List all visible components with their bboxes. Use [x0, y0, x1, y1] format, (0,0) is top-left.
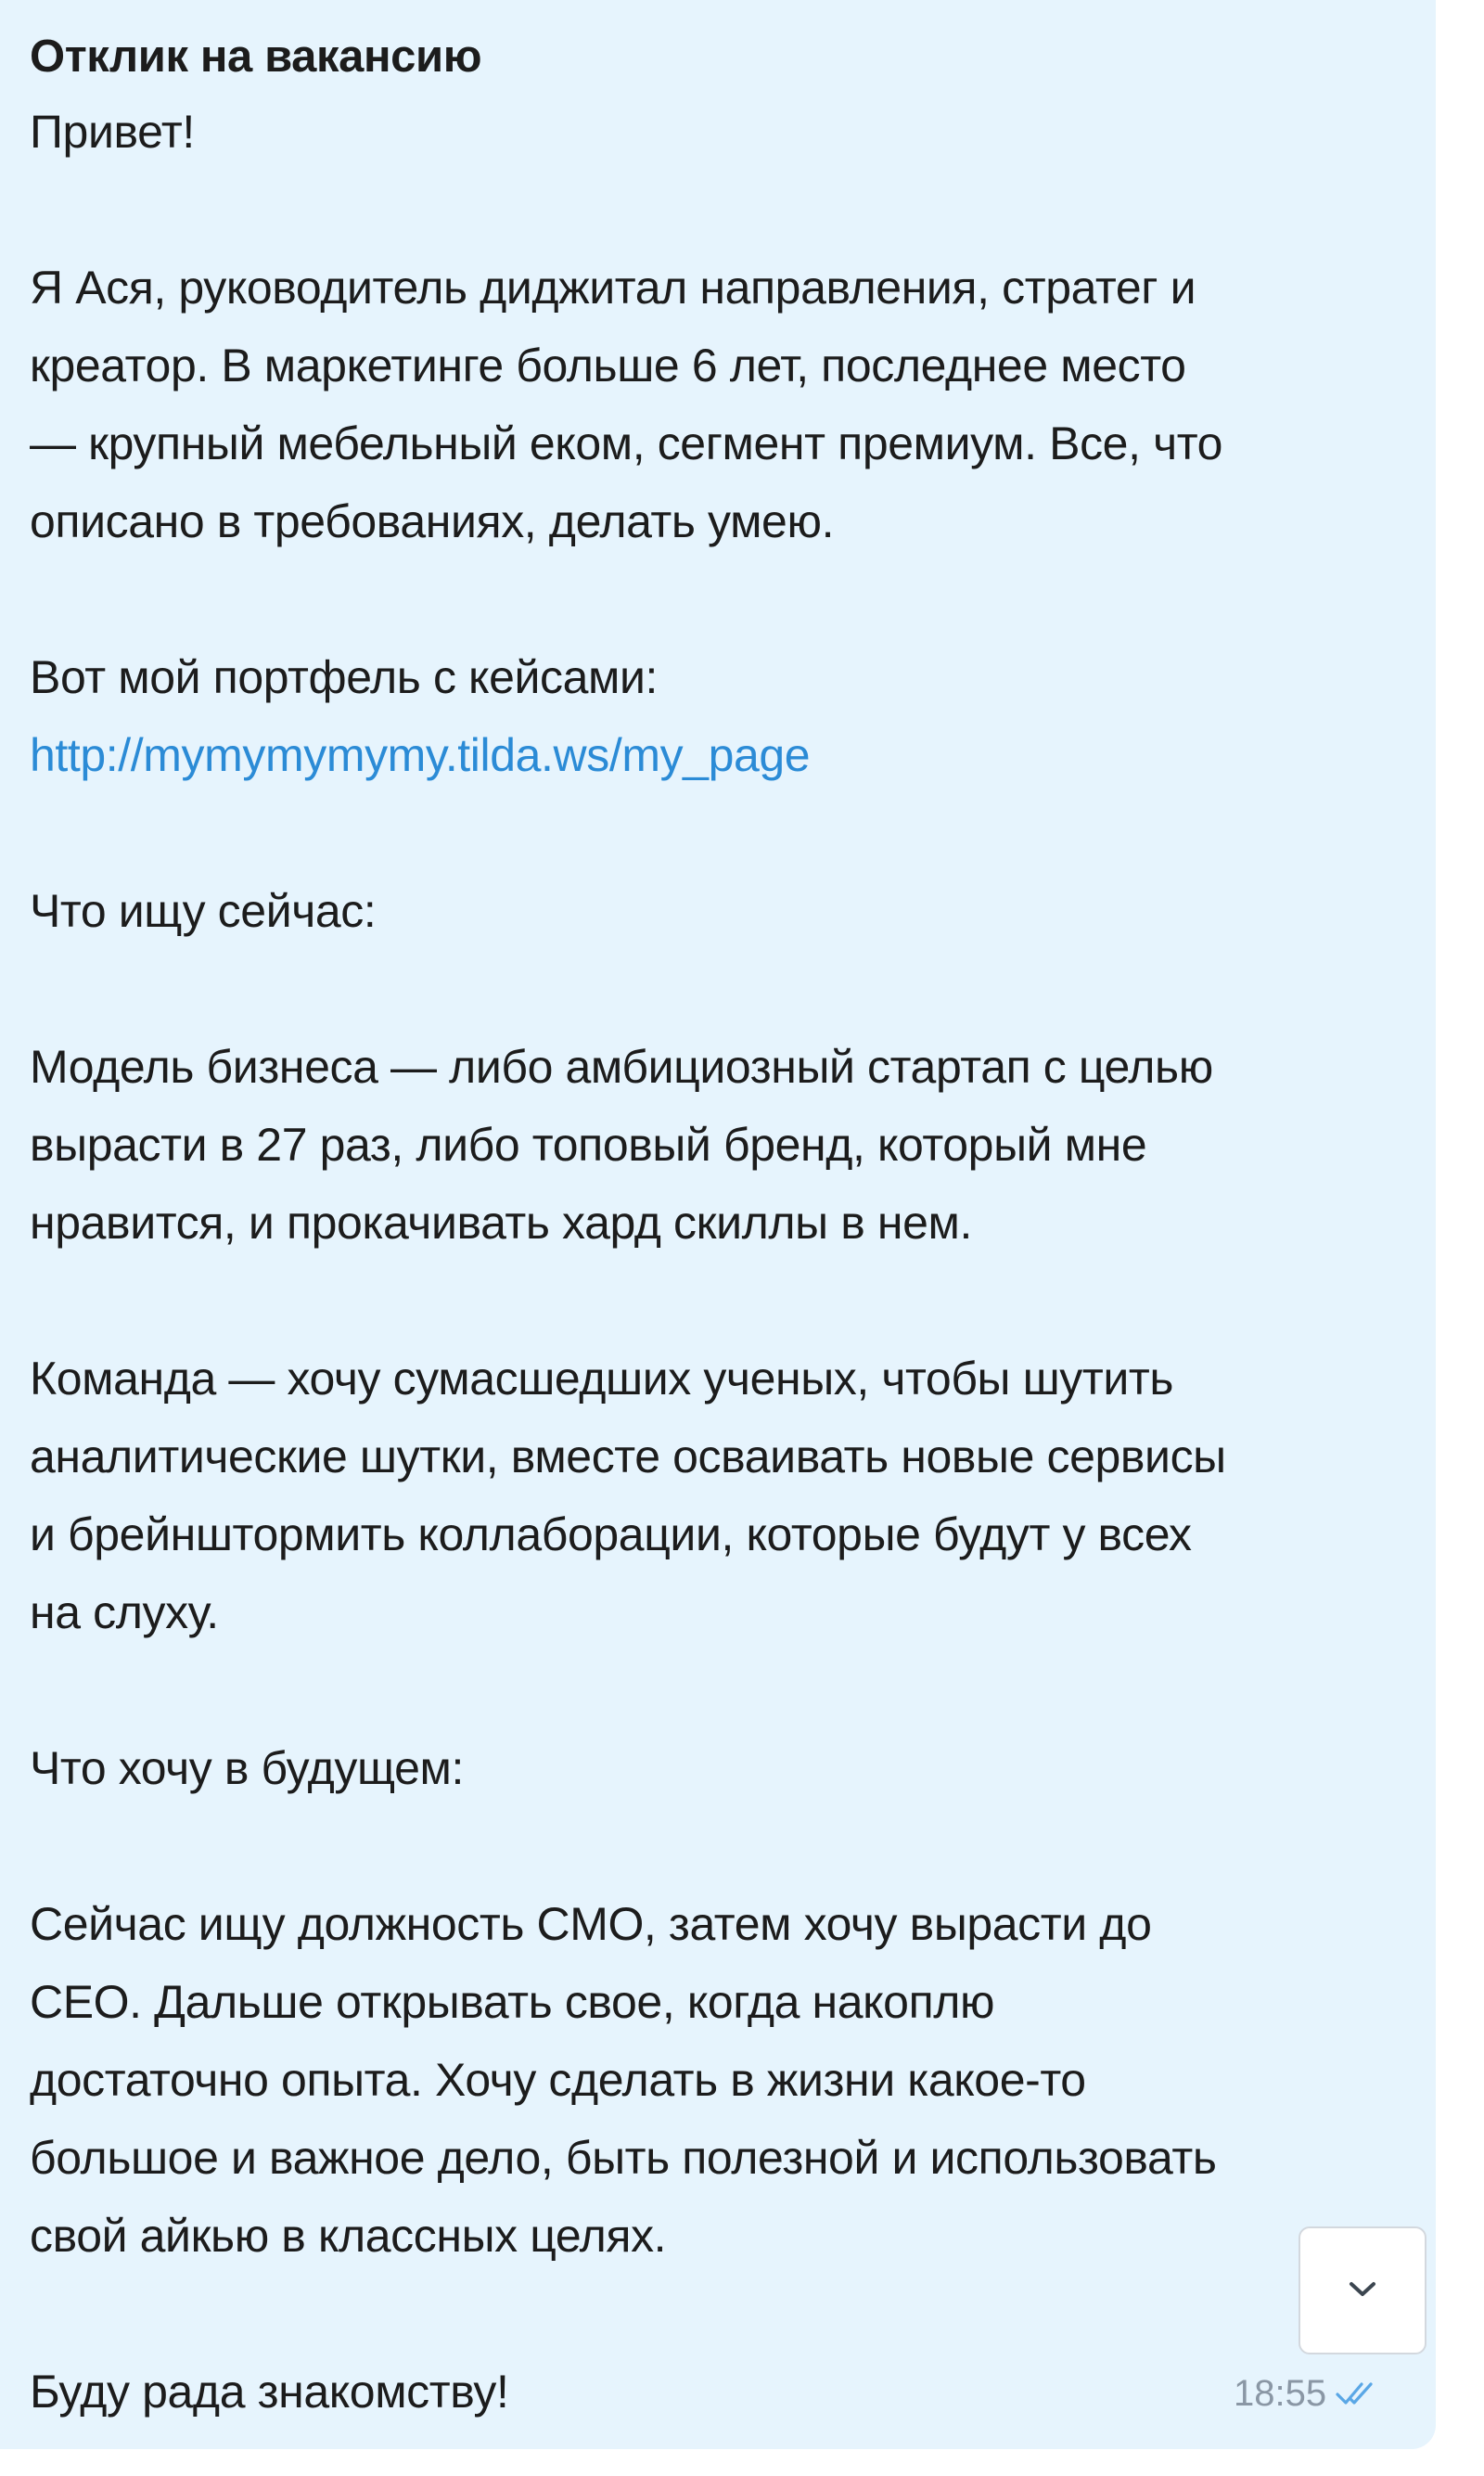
- intro-line: креатор. В маркетинге больше 6 лет, последнее место: [30, 340, 1186, 391]
- future-line: Сейчас ищу должность CMO, затем хочу вырасти до: [30, 1898, 1152, 1950]
- business-line: Модель бизнеса — либо амбициозный стартап с целью: [30, 1041, 1213, 1093]
- future-heading: Что хочу в будущем:: [30, 1742, 465, 1794]
- intro-line: — крупный мебельный еком, сегмент премиум. Все, что: [30, 417, 1223, 469]
- blank-line: [30, 1262, 1421, 1340]
- intro-line: описано в требованиях, делать умею.: [30, 495, 835, 547]
- future-line: CEO. Дальше открывать свое, когда накоплю: [30, 1976, 995, 2028]
- blank-line: [30, 560, 1421, 638]
- message-title: Отклик на вакансию: [30, 32, 482, 82]
- message-meta: [1234, 2367, 1382, 2419]
- future-line: большое и важное дело, быть полезной и использовать: [30, 2132, 1217, 2184]
- double-check-icon: [1336, 2380, 1382, 2407]
- business-line: вырасти в 27 раз, либо топовый бренд, который мне: [30, 1119, 1147, 1171]
- portfolio-link[interactable]: http://mymymymymy.tilda.ws/my_page: [30, 729, 811, 781]
- chevron-down-icon: [1344, 2277, 1381, 2305]
- blank-line: [30, 950, 1421, 1028]
- business-line: нравится, и прокачивать хард скиллы в нем.: [30, 1197, 972, 1249]
- team-line: Команда — хочу сумасшедших ученых, чтобы шутить: [30, 1353, 1174, 1405]
- team-line: и брейнштормить коллаборации, которые будут у всех: [30, 1508, 1192, 1560]
- portfolio-label: Вот мой портфель с кейсами:: [30, 651, 659, 703]
- blank-line: [30, 171, 1421, 249]
- future-line: свой айкью в классных целях.: [30, 2210, 667, 2262]
- greeting-line: Привет!: [30, 106, 195, 158]
- scroll-down-button[interactable]: [1298, 2226, 1426, 2354]
- looking-heading: Что ищу сейчас:: [30, 885, 377, 937]
- future-line: достаточно опыта. Хочу сделать в жизни какое-то: [30, 2054, 1086, 2106]
- portfolio-link-line: [30, 716, 1421, 794]
- intro-line: Я Ася, руководитель диджитал направления, стратег и: [30, 262, 1196, 314]
- blank-line: [30, 794, 1421, 872]
- message-time: 18:55: [1234, 2372, 1327, 2414]
- message-text: [30, 20, 1421, 2431]
- team-line: аналитические шутки, вместе осваивать новые сервисы: [30, 1430, 1226, 1482]
- closing-line: Буду рада знакомству!: [30, 2366, 509, 2418]
- blank-line: [30, 1651, 1421, 1729]
- team-line: на слуху.: [30, 1586, 219, 1638]
- blank-line: [30, 2275, 1421, 2353]
- blank-line: [30, 1807, 1421, 1885]
